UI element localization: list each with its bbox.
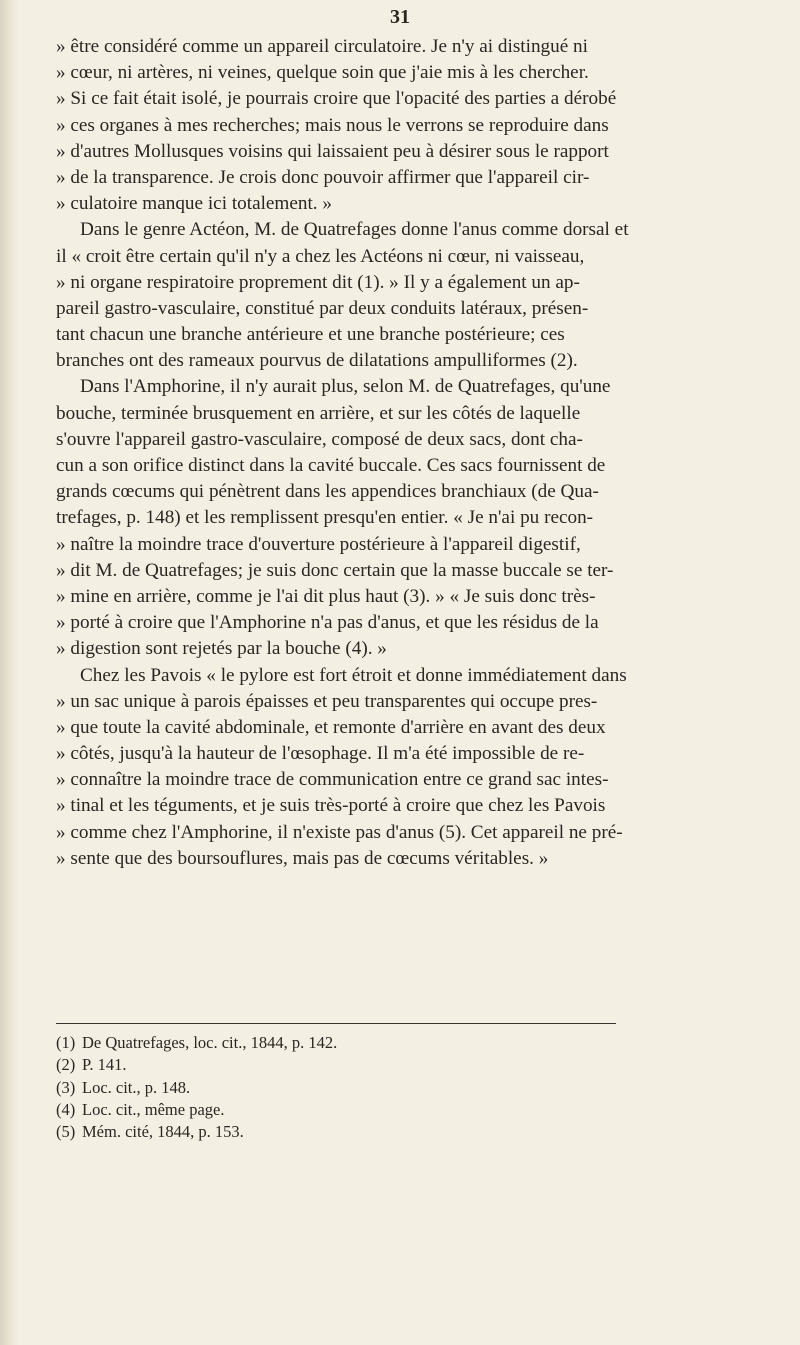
footnote — [56, 1121, 756, 1143]
footnote-number: (3) — [56, 1077, 76, 1097]
text-line: » connaître la moindre trace de communication entre ce grand sac intes- — [56, 769, 609, 791]
text-line: » que toute la cavité abdominale, et remonte d'arrière en avant des deux — [56, 716, 606, 738]
text-line: s'ouvre l'appareil gastro-vasculaire, composé de deux sacs, dont cha- — [56, 428, 583, 450]
text-line: » porté à croire que l'Amphorine n'a pas d'anus, et que les résidus de la — [56, 612, 599, 634]
text-line: trefages, p. 148) et les remplissent presqu'en entier. « Je n'ai pu recon- — [56, 507, 594, 529]
text-line: » comme chez l'Amphorine, il n'existe pas d'anus (5). Cet appareil ne pré- — [56, 821, 623, 843]
text-line: pareil gastro-vasculaire, constitué par deux conduits latéraux, présen- — [56, 297, 589, 319]
footnote — [56, 1054, 756, 1076]
text-line: bouche, terminée brusquement en arrière, et sur les côtés de laquelle — [56, 402, 581, 424]
text-line: » culatoire manque ici totalement. » — [56, 193, 332, 215]
footnote-number: (2) — [56, 1055, 76, 1075]
footnote-number: (4) — [56, 1099, 76, 1119]
page-edge-shadow — [0, 0, 18, 1345]
text-line: cun a son orifice distinct dans la cavité buccale. Ces sacs fournissent de — [56, 455, 606, 476]
paragraph-start-line: Dans l'Amphorine, il n'y aurait plus, selon M. de Quatrefages, qu'une — [80, 376, 611, 398]
footnote — [56, 1099, 756, 1121]
text-line: grands cœcums qui pénètrent dans les appendices branchiaux (de Qua- — [56, 481, 599, 503]
page-number: 31 — [390, 6, 410, 28]
text-line: tant chacun une branche antérieure et une branche postérieure; ces — [56, 324, 565, 346]
text-line: » tinal et les téguments, et je suis très-porté à croire que chez les Pavois — [56, 795, 606, 817]
text-line: » digestion sont rejetés par la bouche (4). » — [56, 638, 387, 660]
text-line: » cœur, ni artères, ni veines, quelque soin que j'aie mis à les chercher. — [56, 62, 589, 84]
footnote — [56, 1077, 756, 1099]
text-line: » naître la moindre trace d'ouverture postérieure à l'appareil digestif, — [56, 533, 581, 555]
text-line: » Si ce fait était isolé, je pourrais croire que l'opacité des parties a dérobé — [56, 88, 617, 110]
text-line: » côtés, jusqu'à la hauteur de l'œsophage. Il m'a été impossible de re- — [56, 743, 585, 765]
footnote-text: P. 141. — [82, 1055, 127, 1075]
text-line: » un sac unique à parois épaisses et peu transparentes qui occupe pres- — [56, 690, 598, 712]
paragraph-start-line: Dans le genre Actéon, M. de Quatrefages donne l'anus comme dorsal et — [80, 219, 629, 241]
text-line: il « croit être certain qu'il n'y a chez les Actéons ni cœur, ni vaisseau, — [56, 245, 585, 267]
footnote-text: Loc. cit., p. 148. — [82, 1077, 191, 1097]
text-line: » sente que des boursouflures, mais pas de cœcums véritables. » — [56, 847, 549, 869]
text-line: » d'autres Mollusques voisins qui laissaient peu à désirer sous le rapport — [56, 140, 609, 162]
footnote-text: Mém. cité, 1844, p. 153. — [82, 1122, 244, 1142]
footnote — [56, 1032, 756, 1054]
text-line: branches ont des rameaux pourvus de dilatations ampulliformes (2). — [56, 350, 578, 372]
footnote-divider — [56, 1023, 616, 1024]
paragraph-start-line: Chez les Pavois « le pylore est fort étroit et donne immédiatement dans — [80, 664, 627, 686]
footnote-number: (1) — [56, 1033, 76, 1052]
footnote-text: Loc. cit., même page. — [82, 1099, 225, 1119]
body-text — [56, 34, 778, 872]
footnote-text: De Quatrefages, loc. cit., 1844, p. 142. — [82, 1033, 338, 1052]
text-line: » être considéré comme un appareil circulatoire. Je n'y ai distingué ni — [56, 36, 588, 57]
text-line: » ces organes à mes recherches; mais nous le verrons se reproduire dans — [56, 114, 609, 136]
footnotes — [56, 1032, 756, 1143]
text-line: » de la transparence. Je crois donc pouvoir affirmer que l'appareil cir- — [56, 166, 590, 188]
text-line: » mine en arrière, comme je l'ai dit plus haut (3). » « Je suis donc très- — [56, 585, 596, 607]
footnote-number: (5) — [56, 1122, 76, 1142]
text-line: » dit M. de Quatrefages; je suis donc certain que la masse buccale se ter- — [56, 559, 614, 581]
text-line: » ni organe respiratoire proprement dit (1). » Il y a également un ap- — [56, 271, 580, 293]
